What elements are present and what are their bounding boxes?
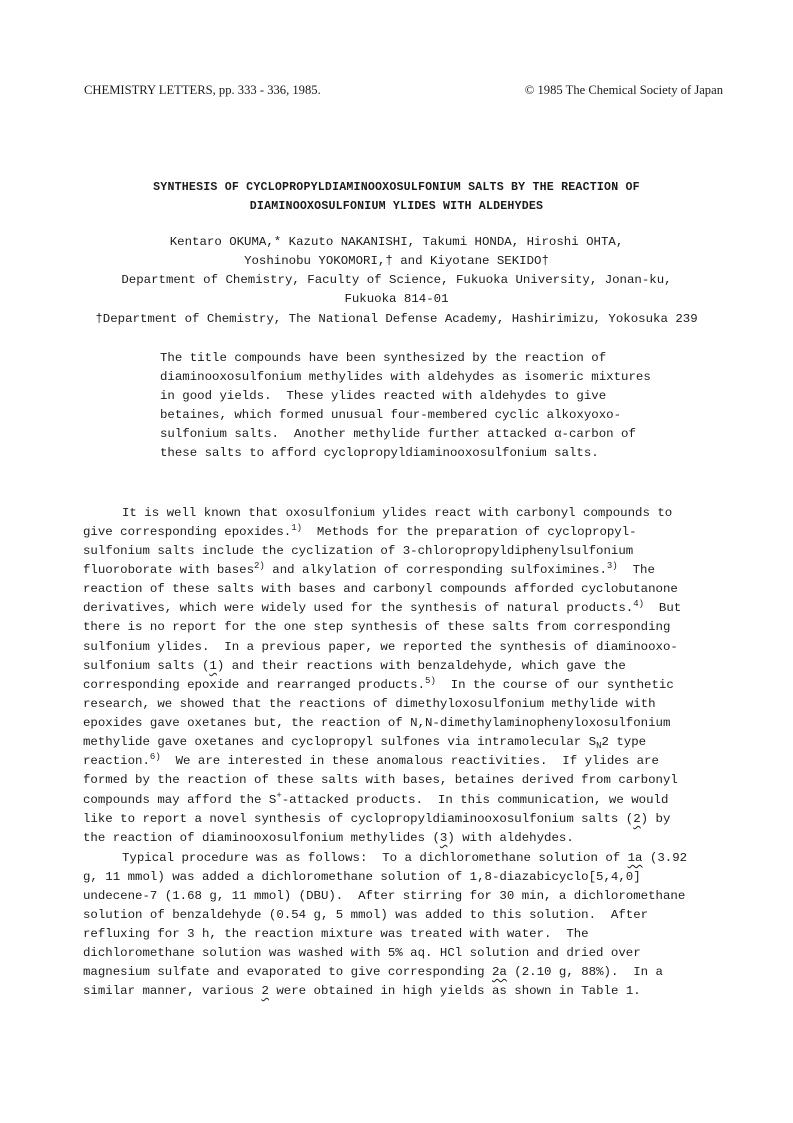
affiliation-line: Department of Chemistry, Faculty of Science, Fukuoka University, Jonan-ku, xyxy=(121,273,672,287)
compound-number: 2 xyxy=(633,812,641,826)
abstract-line: betaines, which formed unusual four-membered cyclic alkoxyoxo- xyxy=(160,408,622,422)
body-line: sulfonium ylides. In a previous paper, we reported the synthesis of diaminooxo- xyxy=(83,640,678,654)
citation-ref: 3) xyxy=(606,561,618,571)
body-line: compounds may afford the S+-attacked products. In this communication, we would xyxy=(83,791,669,807)
body-line: formed by the reaction of these salts with bases, betaines derived from carbonyl xyxy=(83,773,678,787)
body-line: research, we showed that the reactions of dimethyloxosulfonium methylide with xyxy=(83,697,656,711)
body-line: there is no report for the one step synthesis of these salts from corresponding xyxy=(83,620,671,634)
citation-ref: 1) xyxy=(291,523,303,533)
body-line: undecene-7 (1.68 g, 11 mmol) (DBU). After stirring for 30 min, a dichloromethane xyxy=(83,889,686,903)
body-line: like to report a novel synthesis of cyclopropyldiaminooxosulfonium salts (2) by xyxy=(83,812,671,826)
body-line: refluxing for 3 h, the reaction mixture was treated with water. The xyxy=(83,927,589,941)
body-line: dichloromethane solution was washed with 5% aq. HCl solution and dried over xyxy=(83,946,641,960)
citation-ref: 4) xyxy=(633,599,645,609)
citation-ref: 6) xyxy=(149,752,161,762)
compound-number: 1a xyxy=(627,851,643,865)
body-line: reaction.$^{6)}$ We are interested in these anomalous reactivities. If ylides are xyxy=(83,752,659,768)
title-line: SYNTHESIS OF CYCLOPROPYLDIAMINOOXOSULFONIUM SALTS BY THE REACTION OF xyxy=(153,181,640,194)
body-line: It is well known that oxosulfonium ylides react with carbonyl compounds to xyxy=(122,506,673,520)
body-line: magnesium sulfate and evaporated to give corresponding 2a (2.10 g, 88%). In a xyxy=(83,965,663,979)
body-line: fluoroborate with bases$^{2)}$ and alkylation of corresponding sulfoximines.$^{3)}$ The xyxy=(83,561,655,577)
body-line: sulfonium salts include the cyclization of 3-chloropropyldiphenylsulfonium xyxy=(83,544,634,558)
compound-number: 1 xyxy=(209,659,217,673)
body-line: reaction of these salts with bases and carbonyl compounds afforded cyclobutanone xyxy=(83,582,678,596)
abstract-line: The title compounds have been synthesized by the reaction of xyxy=(160,351,607,365)
abstract-line: sulfonium salts. Another methylide further attacked α-carbon of xyxy=(160,427,636,441)
title-line: DIAMINOOXOSULFONIUM YLIDES WITH ALDEHYDES xyxy=(249,200,544,213)
abstract-line: in good yields. These ylides reacted with aldehydes to give xyxy=(160,389,607,403)
abstract-line: diaminooxosulfonium methylides with aldehydes as isomeric mixtures xyxy=(160,370,651,384)
citation-ref: 2) xyxy=(254,561,265,571)
body-line: corresponding epoxide and rearranged products.$^{5)}$ In the course of our synthetic xyxy=(83,676,674,692)
journal-citation: CHEMISTRY LETTERS, pp. 333 - 336, 1985. xyxy=(84,83,321,97)
subscript: N xyxy=(596,741,602,751)
affiliation-line: Fukuoka 814-01 xyxy=(344,292,449,306)
body-line: derivatives, which were widely used for the synthesis of natural products.$^{4)}$ But xyxy=(83,599,682,615)
body-line: the reaction of diaminooxosulfonium methylides (3) with aldehydes. xyxy=(83,831,574,845)
affiliation-line: †Department of Chemistry, The National Defense Academy, Hashirimizu, Yokosuka 239 xyxy=(95,312,698,326)
author-line: Kentaro OKUMA,* Kazuto NAKANISHI, Takumi HONDA, Hiroshi OHTA, xyxy=(169,235,624,249)
superscript: + xyxy=(276,791,282,801)
body-line: similar manner, various 2 were obtained in high yields as shown in Table 1. xyxy=(83,984,641,998)
compound-number: 2 xyxy=(261,984,269,998)
body-line: give corresponding epoxides.$^{1)}$ Methods for the preparation of cyclopropyl- xyxy=(83,523,637,539)
body-line: g, 11 mmol) was added a dichloromethane solution of 1,8-diazabicyclo[5,4,0] xyxy=(83,870,641,884)
author-line: Yoshinobu YOKOMORI,† and Kiyotane SEKIDO† xyxy=(244,254,549,268)
copyright-notice: © 1985 The Chemical Society of Japan xyxy=(524,83,723,97)
body-line: Typical procedure was as follows: To a dichloromethane solution of 1a (3.92 xyxy=(122,851,688,865)
body-line: solution of benzaldehyde (0.54 g, 5 mmol) was added to this solution. After xyxy=(83,908,649,922)
compound-number: 2a xyxy=(491,965,507,979)
body-line: sulfonium salts (1) and their reactions with benzaldehyde, which gave the xyxy=(83,659,626,673)
abstract-line: these salts to afford cyclopropyldiaminooxosulfonium salts. xyxy=(160,446,599,460)
body-line: epoxides gave oxetanes but, the reaction of N,N-dimethylaminophenyloxosulfonium xyxy=(83,716,671,730)
body-line: methylide gave oxetanes and cyclopropyl sulfones via intramolecular $S_N2$ type xyxy=(83,735,647,751)
compound-number: 3 xyxy=(439,831,448,845)
citation-ref: 5) xyxy=(425,676,436,686)
